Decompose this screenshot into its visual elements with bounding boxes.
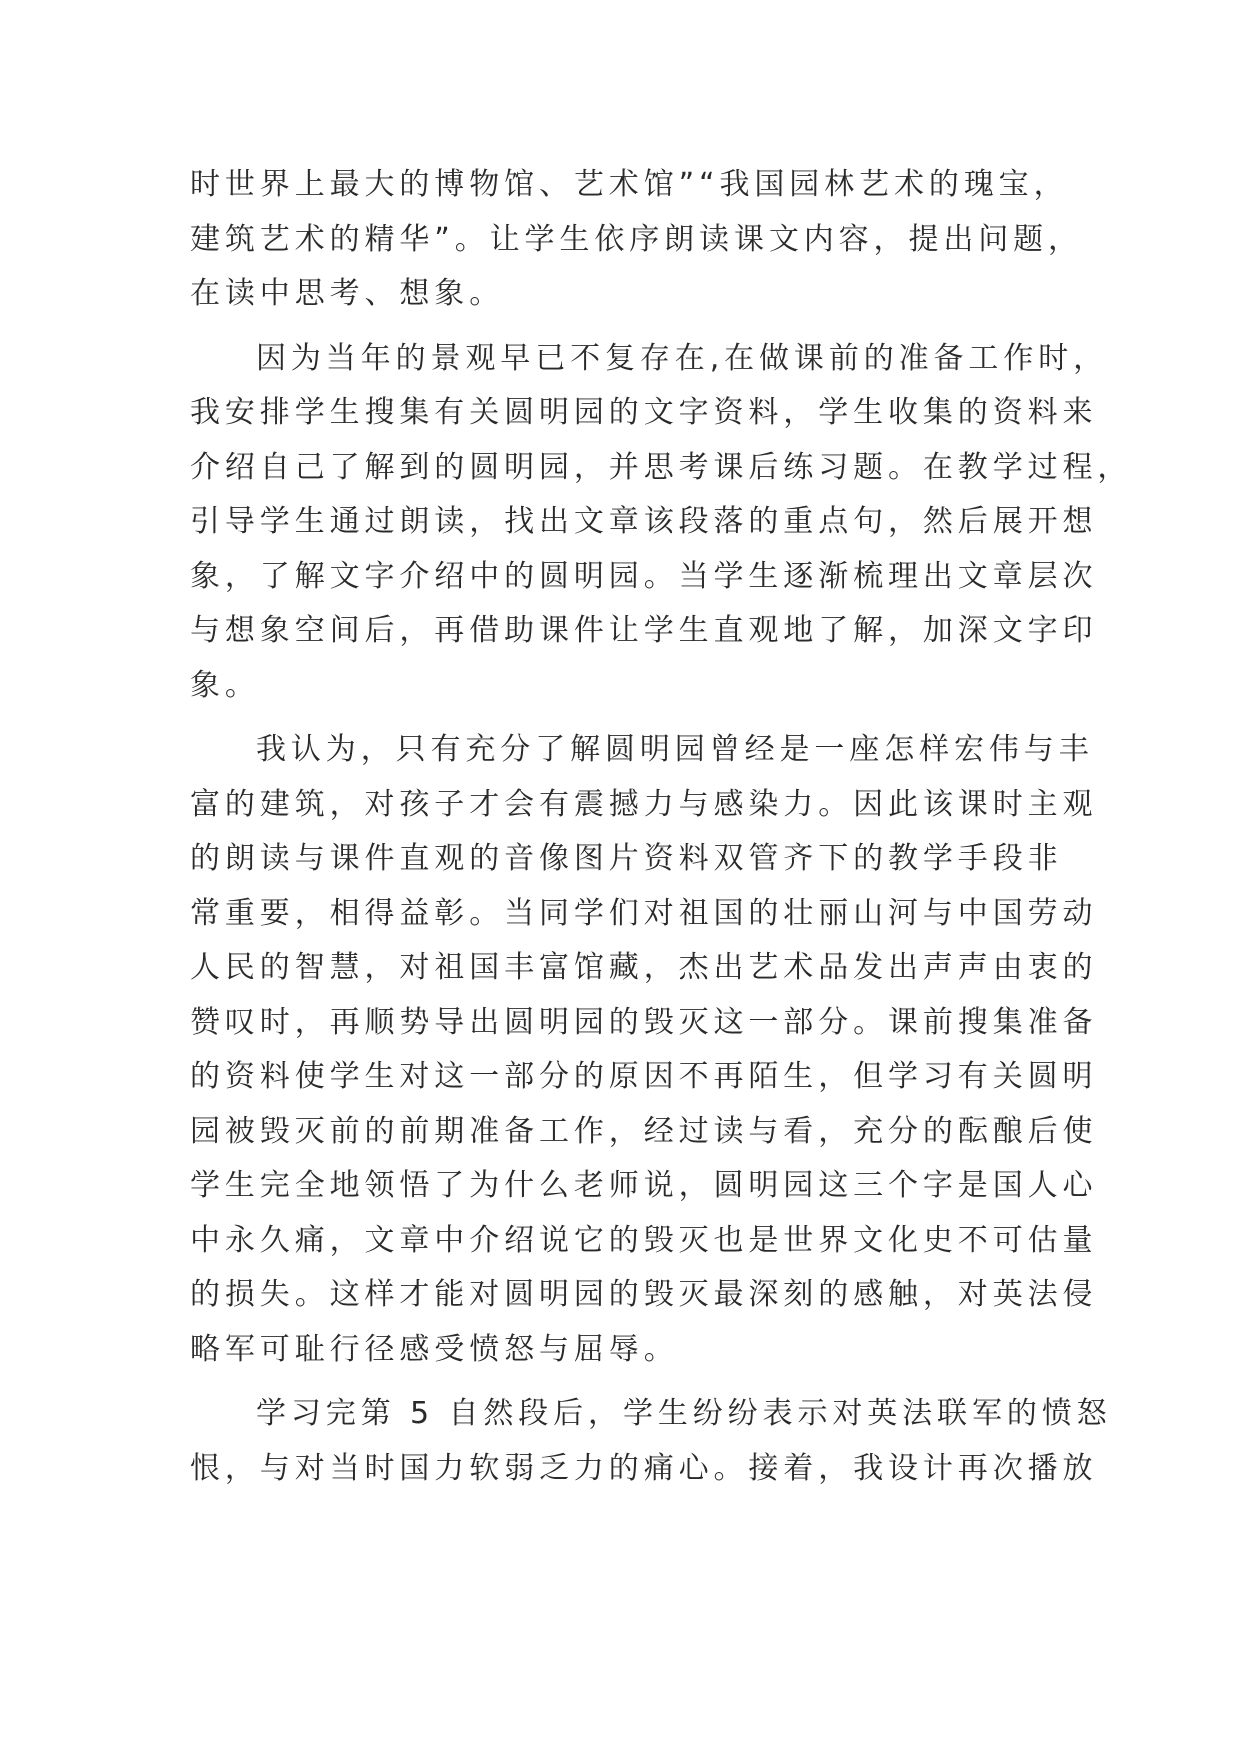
text-line: 略军可耻行径感受愤怒与屈辱。 (190, 1331, 679, 1367)
text-line: 建筑艺术的精华”。让学生依序朗读课文内容，提出问题， (190, 221, 1083, 257)
document-body (190, 158, 1133, 1496)
text-line: 赞叹时，再顺势导出圆明园的毁灭这一部分。课前搜集准备 (190, 1004, 1098, 1040)
text-line: 象，了解文字介绍中的圆明园。当学生逐渐梳理出文章层次 (190, 558, 1098, 594)
text-line: 因为当年的景观早已不复存在,在做课前的准备工作时， (256, 340, 1109, 376)
text-line: 学习完第 5 自然段后，学生纷纷表示对英法联军的愤怒 (256, 1396, 1112, 1431)
paragraph (190, 158, 1083, 322)
text-line: 介绍自己了解到的圆明园，并思考课后练习题。在教学过程， (190, 449, 1133, 485)
paragraph (190, 723, 1098, 1377)
text-line: 的资料使学生对这一部分的原因不再陌生，但学习有关圆明 (190, 1059, 1098, 1094)
paragraph-spacer (190, 1377, 1050, 1387)
text-line: 我认为，只有充分了解圆明园曾经是一座怎样宏伟与丰 (256, 732, 1094, 767)
text-line: 的损失。这样才能对圆明园的毁灭最深刻的感触，对英法侵 (190, 1277, 1098, 1312)
paragraph-spacer (190, 322, 1050, 332)
text-line: 象。 (190, 667, 260, 703)
text-line: 中永久痛，文章中介绍说它的毁灭也是世界文化史不可估量 (190, 1222, 1098, 1258)
paragraph (190, 332, 1133, 714)
text-line: 与想象空间后，再借助课件让学生直观地了解，加深文字印 (190, 613, 1098, 648)
text-line: 人民的智慧，对祖国丰富馆藏，杰出艺术品发出声声由衷的 (190, 950, 1098, 985)
text-line: 园被毁灭前的前期准备工作，经过读与看，充分的酝酿后使 (190, 1113, 1098, 1149)
paragraph (190, 1387, 1112, 1496)
text-line: 时世界上最大的博物馆、艺术馆”“我国园林艺术的瑰宝， (190, 167, 1069, 202)
text-line: 学生完全地领悟了为什么老师说，圆明园这三个字是国人心 (190, 1168, 1098, 1203)
paragraph-spacer (190, 713, 1050, 723)
text-line: 常重要，相得益彰。当同学们对祖国的壮丽山河与中国劳动 (190, 895, 1098, 931)
text-line: 富的建筑，对孩子才会有震撼力与感染力。因此该课时主观 (190, 786, 1098, 822)
text-line: 的朗读与课件直观的音像图片资料双管齐下的教学手段非 (190, 841, 1063, 876)
text-line: 恨，与对当时国力软弱乏力的痛心。接着，我设计再次播放 (190, 1450, 1098, 1486)
text-line: 在读中思考、想象。 (190, 276, 505, 311)
text-line: 我安排学生搜集有关圆明园的文字资料，学生收集的资料来 (190, 395, 1098, 430)
text-line: 引导学生通过朗读，找出文章该段落的重点句，然后展开想 (190, 504, 1098, 539)
